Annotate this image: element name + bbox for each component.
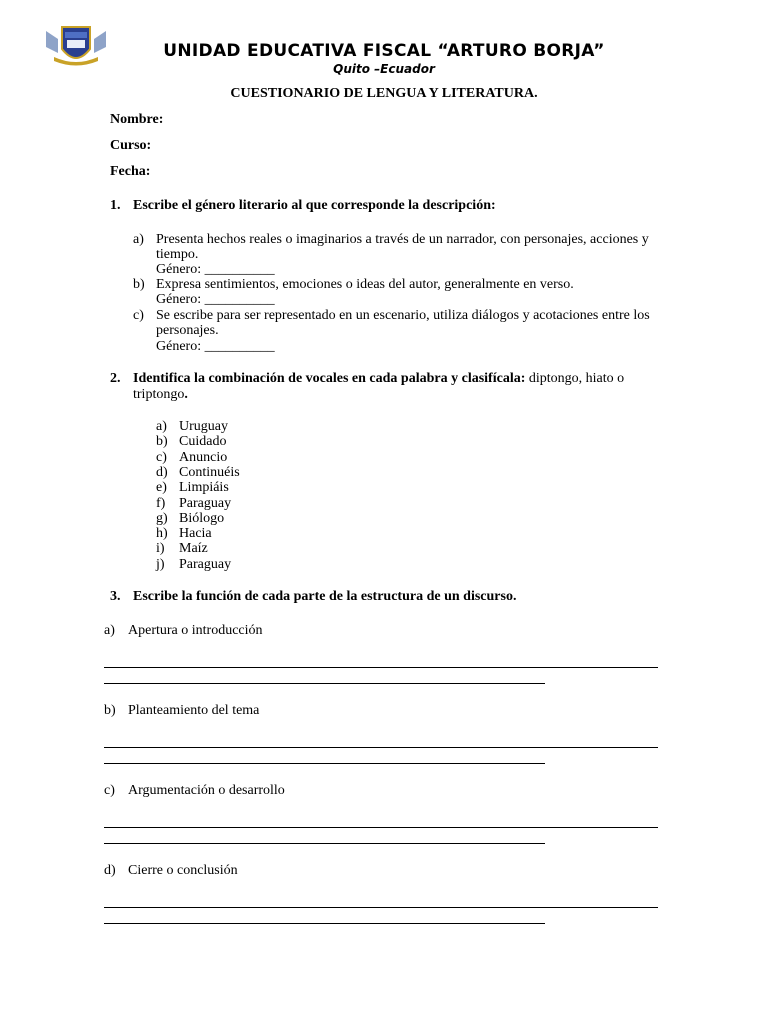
question-2-title-line2: triptongo — [133, 387, 185, 402]
question-2-title-options: diptongo, hiato o — [525, 371, 625, 386]
question-2-title-bold: Identifica la combinación de vocales en cada palabra y clasifícala: — [133, 371, 526, 386]
question-3-number: 3. — [110, 589, 121, 604]
q2-item-letter: g) — [156, 510, 168, 526]
answer-line — [104, 907, 658, 908]
q2-item-letter: d) — [156, 464, 168, 480]
q3-item-letter: b) — [104, 703, 116, 718]
q2-item-word: Hacia — [179, 526, 212, 542]
q3-item-label: Apertura o introducción — [128, 623, 263, 638]
q1-item-c-genre: Género: __________ — [156, 339, 275, 354]
answer-line — [104, 923, 545, 924]
q2-item-word: Biólogo — [179, 510, 225, 526]
q1-item-c-text-cont: personajes. — [156, 323, 219, 338]
q2-item-word: Anuncio — [179, 449, 228, 465]
q1-item-b-text: Expresa sentimientos, emociones o ideas del autor, generalmente en verso. — [156, 277, 574, 292]
q2-item-letter: e) — [156, 480, 167, 496]
q2-item-word: Paraguay — [179, 495, 232, 511]
q3-item-letter: a) — [104, 623, 115, 638]
answer-line — [104, 763, 545, 764]
school-city: Quito –Ecuador — [333, 62, 435, 76]
date-field-label: Fecha: — [110, 164, 151, 179]
school-name: UNIDAD EDUCATIVA FISCAL “ARTURO BORJA” — [163, 41, 605, 61]
q2-item-letter: a) — [156, 419, 167, 434]
q1-item-b-genre: Género: __________ — [156, 292, 275, 307]
q1-item-b-letter: b) — [133, 277, 145, 292]
q3-item-label: Planteamiento del tema — [128, 703, 260, 718]
question-2-title-cont — [133, 387, 188, 403]
q3-item-label: Cierre o conclusión — [128, 863, 238, 878]
question-2-title — [133, 371, 624, 387]
q1-item-a-text: Presenta hechos reales o imaginarios a través de un narrador, con personajes, acciones y — [156, 232, 649, 247]
question-2-number: 2. — [110, 371, 121, 386]
q2-item-letter: b) — [156, 434, 168, 450]
course-field-label: Curso: — [110, 138, 152, 153]
q2-item-word: Maíz — [179, 541, 208, 557]
q1-item-a-letter: a) — [133, 232, 144, 247]
answer-line — [104, 667, 658, 668]
q1-item-a-text-cont: tiempo. — [156, 247, 199, 262]
q1-item-a-genre: Género: __________ — [156, 262, 275, 277]
q1-item-c-letter: c) — [133, 308, 144, 323]
q2-item-word: Limpiáis — [179, 480, 229, 496]
question-1-number: 1. — [110, 198, 121, 213]
name-field-label: Nombre: — [110, 112, 164, 127]
answer-line — [104, 827, 658, 828]
question-2-title-end: . — [184, 387, 188, 402]
q2-item-letter: h) — [156, 526, 168, 542]
q3-item-letter: c) — [104, 783, 115, 798]
q2-item-letter: j) — [156, 556, 165, 572]
document-title: CUESTIONARIO DE LENGUA Y LITERATURA. — [230, 86, 538, 101]
answer-line — [104, 747, 658, 748]
q3-item-letter: d) — [104, 863, 116, 878]
q2-item-letter: f) — [156, 495, 166, 511]
q1-item-c-text: Se escribe para ser representado en un escenario, utiliza diálogos y acotaciones entre los — [156, 308, 650, 323]
answer-line — [104, 843, 545, 844]
q2-item-word: Continuéis — [179, 464, 240, 480]
question-1-title: Escribe el género literario al que corresponde la descripción: — [133, 198, 496, 213]
question-3-title: Escribe la función de cada parte de la estructura de un discurso. — [133, 589, 517, 604]
q2-item-letter: c) — [156, 449, 167, 465]
q2-item-word: Cuidado — [179, 434, 227, 450]
answer-line — [104, 683, 545, 684]
q2-item-word: Uruguay — [179, 419, 228, 434]
q2-item-word: Paraguay — [179, 556, 232, 572]
q3-item-label: Argumentación o desarrollo — [128, 783, 285, 798]
q2-item-letter: i) — [156, 541, 165, 557]
